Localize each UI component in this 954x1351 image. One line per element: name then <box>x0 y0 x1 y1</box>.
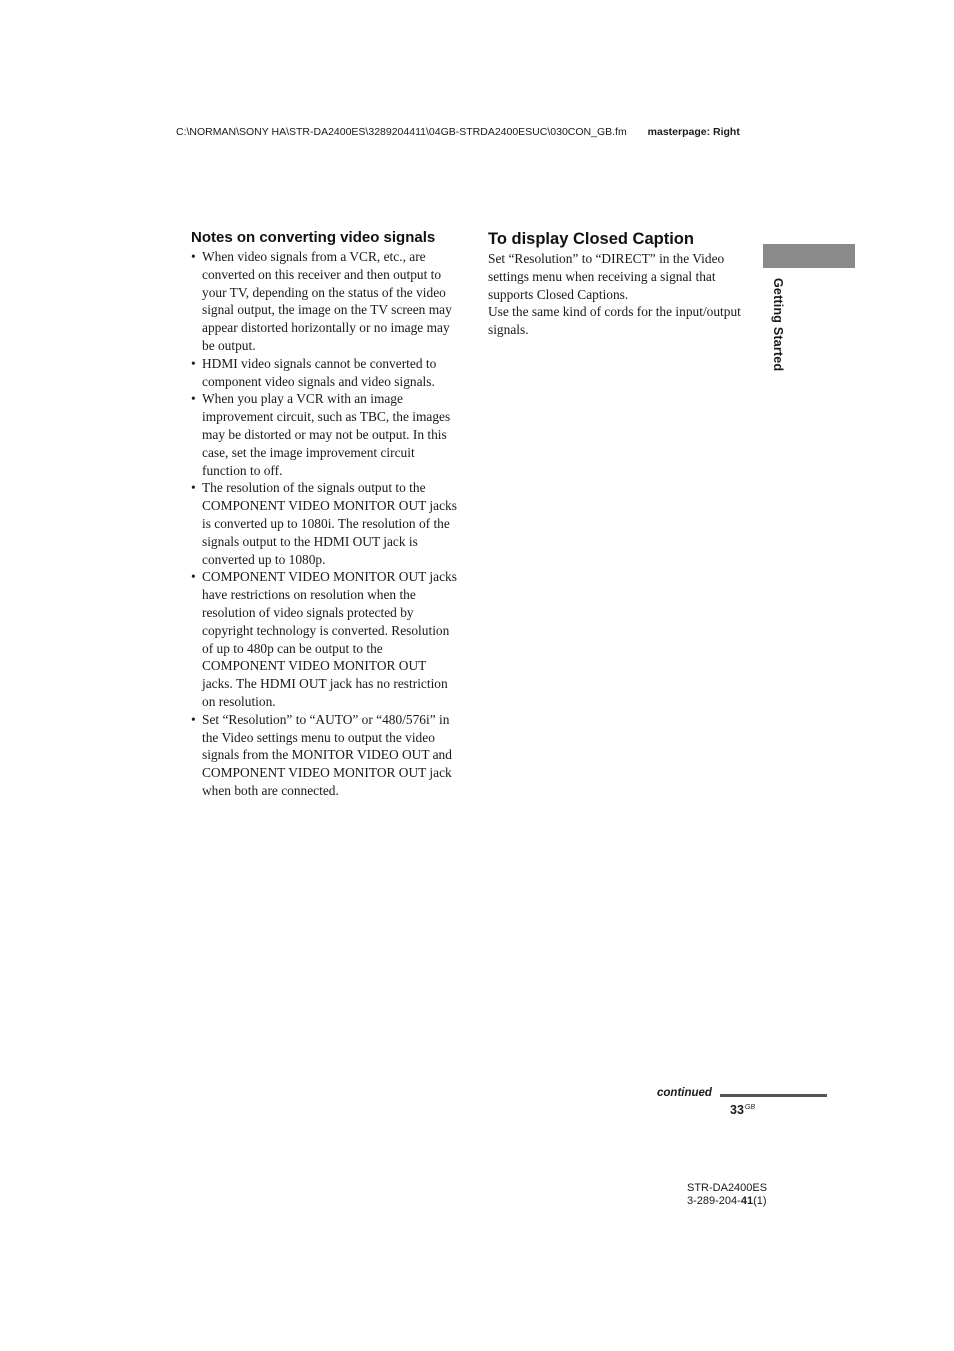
note-item: • When you play a VCR with an image improvement circuit, such as TBC, the images may be distorted or may not be output. In this case, set the image improvement circuit function to off. <box>191 390 459 479</box>
closed-caption-paragraph: Set “Resolution” to “DIRECT” in the Video settings menu when receiving a signal that supports Closed Captions. <box>488 251 725 302</box>
section-tab-label: Getting Started <box>771 278 785 372</box>
note-item: • COMPONENT VIDEO MONITOR OUT jacks have restrictions on resolution when the resolution of video signals protected by copyright technology is converted. Resolution of up to 480p can be output to the COMPONENT VIDEO MONITOR OUT jacks. The HDMI OUT jack has no restriction on resolution. <box>191 568 459 710</box>
note-item: • When video signals from a VCR, etc., are converted on this receiver and then output to your TV, depending on the status of the video signal output, the image on the TV screen may appear distorted horizontally or no image may be output. <box>191 248 459 355</box>
continued-label: continued <box>657 1087 712 1099</box>
note-item: • The resolution of the signals output to the COMPONENT VIDEO MONITOR OUT jacks is converted up to 1080i. The resolution of the signals output to the HDMI OUT jack is converted up to 1080p. <box>191 479 459 568</box>
model-code-bold: 41 <box>740 1194 754 1207</box>
masterpage-label: masterpage: Right <box>647 126 740 138</box>
notes-heading: Notes on converting video signals <box>191 229 436 246</box>
model-name: STR-DA2400ES <box>687 1182 768 1194</box>
section-tab-marker <box>763 244 855 268</box>
file-path: C:\NORMAN\SONY HA\STR-DA2400ES\3289204411\04GB-STRDA2400ESUC\030CON_GB.fm <box>176 126 627 138</box>
closed-caption-paragraph-2: Use the same kind of cords for the input/output signals. <box>488 304 741 338</box>
model-code <box>687 1195 767 1208</box>
note-item: • HDMI video signals cannot be converted to component video signals and video signals. <box>191 355 459 391</box>
page-number-value: 33 <box>730 1103 744 1117</box>
notes-list <box>191 248 459 800</box>
notes-section <box>191 229 459 800</box>
model-info <box>687 1182 767 1207</box>
file-path-header <box>176 126 740 138</box>
page-number <box>730 1103 755 1117</box>
closed-caption-section <box>488 229 758 339</box>
continued-rule <box>720 1094 827 1097</box>
note-item: • Set “Resolution” to “AUTO” or “480/576i” in the Video settings menu to output the video signals from the MONITOR VIDEO OUT and COMPONENT VIDEO MONITOR OUT jack when both are connected. <box>191 711 459 800</box>
model-code-prefix: 3-289-204- <box>687 1194 741 1207</box>
model-code-suffix: (1) <box>753 1194 767 1207</box>
page-number-suffix: GB <box>744 1103 756 1111</box>
closed-caption-heading: To display Closed Caption <box>488 230 694 248</box>
